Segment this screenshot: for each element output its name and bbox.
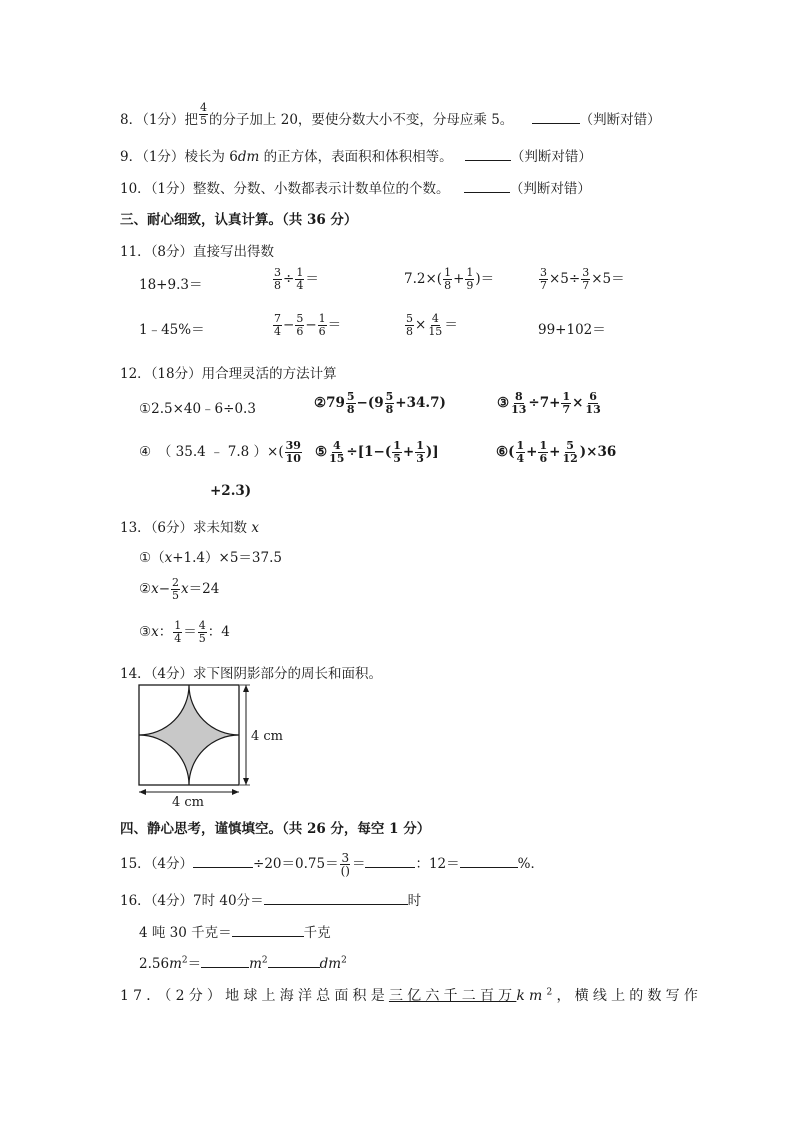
calc-p1: ①2.5×40﹣6÷0.3 xyxy=(139,401,256,417)
calc-p6 xyxy=(496,440,616,465)
q-score: （4分） xyxy=(150,666,194,682)
numerator: 5 xyxy=(296,312,304,325)
fraction xyxy=(295,267,304,292)
numerator: 3 xyxy=(274,266,281,279)
calc-h: 99+102＝ xyxy=(538,322,606,338)
denominator: 6 xyxy=(296,325,304,338)
variable: x xyxy=(151,624,159,640)
calc-d xyxy=(538,267,625,292)
question-13 xyxy=(120,516,259,536)
fraction xyxy=(510,391,527,416)
calc-g xyxy=(404,313,458,338)
q-text: 把 xyxy=(184,112,198,128)
operator: ＝ xyxy=(327,317,342,333)
denominator: 4 xyxy=(296,279,304,292)
numerator: 4 xyxy=(198,619,206,632)
expr-part: 2.56 xyxy=(139,956,170,972)
denominator: 7 xyxy=(562,403,571,416)
expr-part: ＝24 xyxy=(188,581,220,597)
expr-part: ①（ xyxy=(139,550,165,566)
expr-part: )×36 xyxy=(579,444,617,460)
expr-part: +34.7) xyxy=(395,395,446,411)
operator: − xyxy=(283,317,295,333)
calc-f xyxy=(272,313,341,338)
arrow-left xyxy=(139,789,146,795)
q-number: 9． xyxy=(120,149,143,165)
fraction xyxy=(198,620,207,645)
expr-part: ×5÷ xyxy=(549,271,581,287)
fraction xyxy=(346,391,356,416)
q-tail: （判断对错） xyxy=(509,181,591,197)
denominator: 12 xyxy=(562,452,578,465)
numerator: 3 xyxy=(582,266,590,279)
denominator: 7 xyxy=(582,279,590,292)
calc-p3 xyxy=(497,391,603,416)
numerator: 4 xyxy=(431,312,439,325)
q-number: 10． xyxy=(120,181,151,197)
q-number: 8． xyxy=(120,112,143,128)
calc-p4 xyxy=(139,440,303,465)
calc-b xyxy=(272,267,319,292)
expr-part: +1.4）×5＝37.5 xyxy=(172,550,282,566)
q-text: ，横线上的数写作 xyxy=(556,988,703,1004)
denominator: 15 xyxy=(329,452,345,465)
denominator: 8 xyxy=(274,279,281,292)
denominator: 13 xyxy=(511,403,527,416)
expr-part: ③ xyxy=(497,395,510,411)
fraction xyxy=(516,440,526,465)
numerator: 4 xyxy=(199,101,207,114)
denominator: 5 xyxy=(172,589,180,602)
underlined-number: 三亿六千二百万 xyxy=(388,988,517,1004)
numerator: 4 xyxy=(332,439,341,452)
answer-blank[interactable] xyxy=(201,953,249,968)
q-text: 直接写出得数 xyxy=(193,244,275,260)
q-score: （6分） xyxy=(150,520,194,536)
denominator: 3 xyxy=(416,452,424,465)
denominator: 8 xyxy=(346,403,355,416)
answer-blank[interactable] xyxy=(464,178,510,193)
operator: − xyxy=(305,317,317,333)
q-text: 求未知数 xyxy=(193,520,252,536)
answer-blank[interactable] xyxy=(460,853,518,868)
numerator: 5 xyxy=(346,390,355,403)
fraction xyxy=(340,852,351,877)
q-text: 棱长为 6 xyxy=(184,149,238,165)
q-score: （2分） xyxy=(164,988,226,1004)
q-score: （18分） xyxy=(150,366,202,382)
unit: m xyxy=(249,956,262,972)
fraction xyxy=(328,440,345,465)
operator: ＝ xyxy=(305,271,319,287)
expr-part: %． xyxy=(517,856,544,872)
numerator: 5 xyxy=(566,439,574,452)
fraction xyxy=(318,313,327,338)
fraction xyxy=(199,102,208,127)
calc-e: 1﹣45%＝ xyxy=(139,322,205,338)
unit: dm xyxy=(237,149,260,165)
operator: ÷ xyxy=(283,271,295,287)
fraction xyxy=(285,440,302,465)
fraction xyxy=(581,267,590,292)
unit: dm xyxy=(319,956,342,972)
fraction xyxy=(405,313,414,338)
answer-blank[interactable] xyxy=(232,922,304,937)
denominator: 4 xyxy=(274,325,281,338)
superscript: 2 xyxy=(261,955,268,966)
q-tail: （判断对错） xyxy=(579,112,661,128)
expr-part: ④ （ 35.4 ﹣ 7.8 ）×( xyxy=(139,444,284,460)
question-16 xyxy=(120,889,421,909)
q-score: （1分） xyxy=(142,112,185,128)
expr-part: ③ xyxy=(139,624,152,640)
variable: x xyxy=(151,581,159,597)
expr-part: ⑤ xyxy=(315,444,328,460)
numerator: 6 xyxy=(589,390,597,403)
question-12 xyxy=(120,362,337,382)
operator: ＝ xyxy=(351,856,366,872)
expr-part: 7.2×( xyxy=(404,271,443,287)
q-text: 的分子加上 20，要使分数大小不变，分母应乘 5。 xyxy=(208,112,514,128)
fraction xyxy=(538,440,548,465)
operator: + xyxy=(526,444,538,460)
expr-part: ：4 xyxy=(207,624,230,640)
answer-blank[interactable] xyxy=(465,146,511,161)
q-number: 15． xyxy=(120,856,151,872)
expr-part: ②79 xyxy=(314,395,345,411)
variable: x xyxy=(164,550,173,566)
variable: x xyxy=(251,520,259,536)
operator: + xyxy=(402,444,415,460)
equation-2 xyxy=(139,577,219,602)
numerator: 1 xyxy=(318,312,326,325)
question-10 xyxy=(120,177,591,197)
denominator: 7 xyxy=(540,279,547,292)
denominator: 10 xyxy=(285,452,301,465)
section-4-title: 四、静心思考，谨慎填空。（共 26 分，每空 1 分） xyxy=(120,821,431,837)
answer-blank[interactable] xyxy=(268,953,320,968)
q-number: 13． xyxy=(120,520,151,536)
denominator: 5 xyxy=(393,452,401,465)
numerator: 1 xyxy=(516,439,525,452)
q-text: 地球上海洋总面积是 xyxy=(225,988,389,1004)
expr-part: 4 吨 30 千克＝ xyxy=(139,925,232,941)
operator: ＝ xyxy=(183,624,197,640)
expr-part: )] xyxy=(425,444,439,460)
q-score: （1分） xyxy=(150,181,194,197)
fraction xyxy=(273,313,282,338)
question-9 xyxy=(120,145,592,165)
equation-1 xyxy=(139,546,282,566)
q-score: （4分） xyxy=(150,856,194,872)
expr-part: 7时 40分＝ xyxy=(193,893,264,909)
expr-part: ×5＝ xyxy=(591,271,625,287)
superscript: 2 xyxy=(546,987,557,998)
unit: km xyxy=(516,988,547,1004)
calc-p4-continued: +2.3) xyxy=(210,483,252,499)
denominator: 13 xyxy=(585,403,601,416)
expr-part: )＝ xyxy=(475,271,495,287)
expr-part: × xyxy=(572,395,584,411)
fraction xyxy=(427,313,443,338)
operator: ＝ xyxy=(187,956,202,972)
section-3-title: 三、耐心细致，认真计算。（共 36 分） xyxy=(120,212,358,228)
denominator: 5 xyxy=(199,114,207,127)
denominator: 15 xyxy=(428,325,443,338)
expr-part: ÷20＝0.75＝ xyxy=(253,856,339,872)
unit: 千克 xyxy=(303,925,331,941)
answer-blank[interactable] xyxy=(365,853,415,868)
numerator: 7 xyxy=(274,312,281,325)
expr-part: −(9 xyxy=(356,395,384,411)
unit: 时 xyxy=(407,893,422,909)
q-text: 用合理灵活的方法计算 xyxy=(201,366,337,382)
question-17 xyxy=(120,985,702,1005)
q-number: 11． xyxy=(120,244,151,260)
variable: x xyxy=(181,581,189,597)
question-16-line-2 xyxy=(139,921,331,941)
q-number: 14． xyxy=(120,666,151,682)
denominator: 8 xyxy=(406,325,413,338)
denominator: 5 xyxy=(198,632,206,645)
fraction xyxy=(392,440,402,465)
expr-part: ÷[1−( xyxy=(346,444,392,460)
numerator: 3 xyxy=(341,851,350,865)
operator: × xyxy=(415,317,427,333)
numerator: 1 xyxy=(562,390,571,403)
operator: + xyxy=(453,271,465,287)
denominator: () xyxy=(340,864,350,878)
answer-blank[interactable] xyxy=(264,890,408,905)
fraction xyxy=(295,313,304,338)
arrow-up xyxy=(243,685,249,692)
fraction xyxy=(539,267,548,292)
expr-part: ② xyxy=(139,581,152,597)
denominator: 6 xyxy=(318,325,326,338)
expr-part: ：12＝ xyxy=(415,856,460,872)
numerator: 1 xyxy=(539,439,548,452)
q-score: （1分） xyxy=(142,149,185,165)
operator: ： xyxy=(158,624,173,640)
fraction xyxy=(171,577,180,602)
fraction xyxy=(465,267,474,292)
numerator: 1 xyxy=(466,266,474,279)
calc-a: 18+9.3＝ xyxy=(139,277,203,293)
calc-c xyxy=(404,267,494,292)
superscript: 2 xyxy=(181,955,188,966)
operator: ＝ xyxy=(444,317,458,333)
numerator: 39 xyxy=(285,439,301,452)
calc-p2 xyxy=(314,391,446,416)
q-number: 12． xyxy=(120,366,151,382)
equation-3 xyxy=(139,620,230,645)
numerator: 3 xyxy=(540,266,547,279)
denominator: 4 xyxy=(516,452,525,465)
q-text: 整数、分数、小数都表示计数单位的个数。 xyxy=(193,181,450,197)
numerator: 2 xyxy=(172,576,180,589)
arrow-right xyxy=(232,789,239,795)
denominator: 8 xyxy=(385,403,394,416)
denominator: 9 xyxy=(466,279,474,292)
operator: − xyxy=(158,581,171,597)
denominator: 8 xyxy=(444,279,452,292)
q-score: （4分） xyxy=(150,893,194,909)
question-14 xyxy=(120,662,382,682)
expr-part: ⑥( xyxy=(496,444,515,460)
operator: + xyxy=(549,444,561,460)
superscript: 2 xyxy=(341,955,347,966)
fraction xyxy=(273,267,282,292)
arrow-down xyxy=(243,778,249,785)
denominator: 4 xyxy=(174,632,182,645)
answer-blank[interactable] xyxy=(532,109,580,124)
q-number: 16． xyxy=(120,893,151,909)
question-11 xyxy=(120,240,274,260)
side-length-label: 4 cm xyxy=(251,729,284,744)
numerator: 1 xyxy=(174,619,182,632)
bottom-length-label: 4 cm xyxy=(172,795,205,810)
q-text: 的正方体，表面积和体积相等。 xyxy=(259,149,453,165)
numerator: 1 xyxy=(444,266,452,279)
fraction xyxy=(385,391,395,416)
numerator: 1 xyxy=(296,266,304,279)
numerator: 1 xyxy=(416,439,424,452)
q-number: 17． xyxy=(120,988,165,1004)
numerator: 5 xyxy=(406,312,413,325)
numerator: 8 xyxy=(514,390,523,403)
calc-p5 xyxy=(315,440,439,465)
fraction xyxy=(173,620,182,645)
fraction xyxy=(443,267,452,292)
answer-blank[interactable] xyxy=(193,853,253,868)
q-score: （8分） xyxy=(150,244,194,260)
fraction xyxy=(561,440,578,465)
numerator: 5 xyxy=(385,390,394,403)
fraction xyxy=(584,391,601,416)
fraction xyxy=(415,440,425,465)
unit: m xyxy=(169,956,182,972)
fraction xyxy=(561,391,571,416)
question-16-line-3 xyxy=(139,952,347,972)
q-text: 求下图阴影部分的周长和面积。 xyxy=(193,666,383,682)
question-8 xyxy=(120,101,661,128)
denominator: 6 xyxy=(539,452,548,465)
question-15 xyxy=(120,852,544,877)
numerator: 1 xyxy=(393,439,401,452)
q-tail: （判断对错） xyxy=(510,149,592,165)
expr-part: ÷7+ xyxy=(528,395,561,411)
